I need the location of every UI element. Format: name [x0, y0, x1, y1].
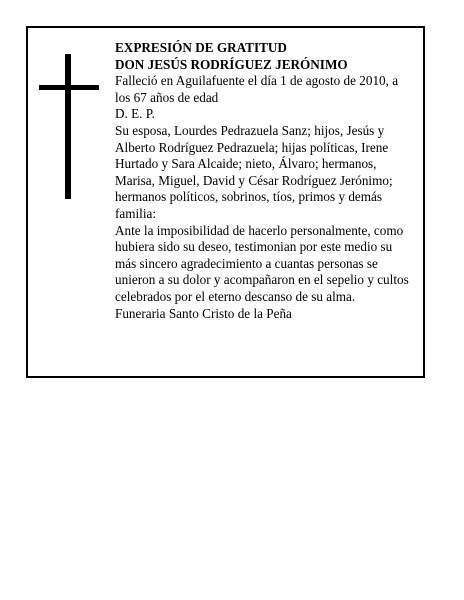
- rip-text: D. E. P.: [115, 106, 155, 122]
- death-info: Falleció en Aguilafuente el día 1 de agosto de 2010, a los 67 años de edad: [115, 73, 399, 105]
- cross-icon: [39, 54, 99, 199]
- notice-heading: EXPRESIÓN DE GRATITUD: [115, 40, 287, 55]
- family-list: Su esposa, Lourdes Pedrazuela Sanz; hijos, Jesús y Alberto Rodríguez Pedrazuela; hijas políticas, Irene Hurtado y Sara Alcaide; nieto, Álvaro; hermanos, Marisa, Miguel, David y César Rodríguez Jerónimo; hermanos políticos, sobrinos, tíos, primos y demás familia:: [115, 122, 393, 221]
- cross-horizontal-bar: [39, 85, 99, 90]
- gratitude-message: Ante la imposibilidad de hacerlo personalmente, como hubiera sido su deseo, testimonian por este medio su más sincero agradecimiento a cuantas personas se unieron a su dolor y acompañaron en el sepelio y cultos celebrados por el eterno descanso de su alma.: [115, 222, 409, 304]
- funeral-home: Funeraria Santo Cristo de la Peña: [115, 305, 292, 321]
- obituary-notice: [26, 26, 425, 378]
- deceased-name: DON JESÚS RODRÍGUEZ JERÓNIMO: [115, 56, 348, 72]
- notice-text: [115, 40, 415, 322]
- cross-vertical-bar: [65, 54, 71, 199]
